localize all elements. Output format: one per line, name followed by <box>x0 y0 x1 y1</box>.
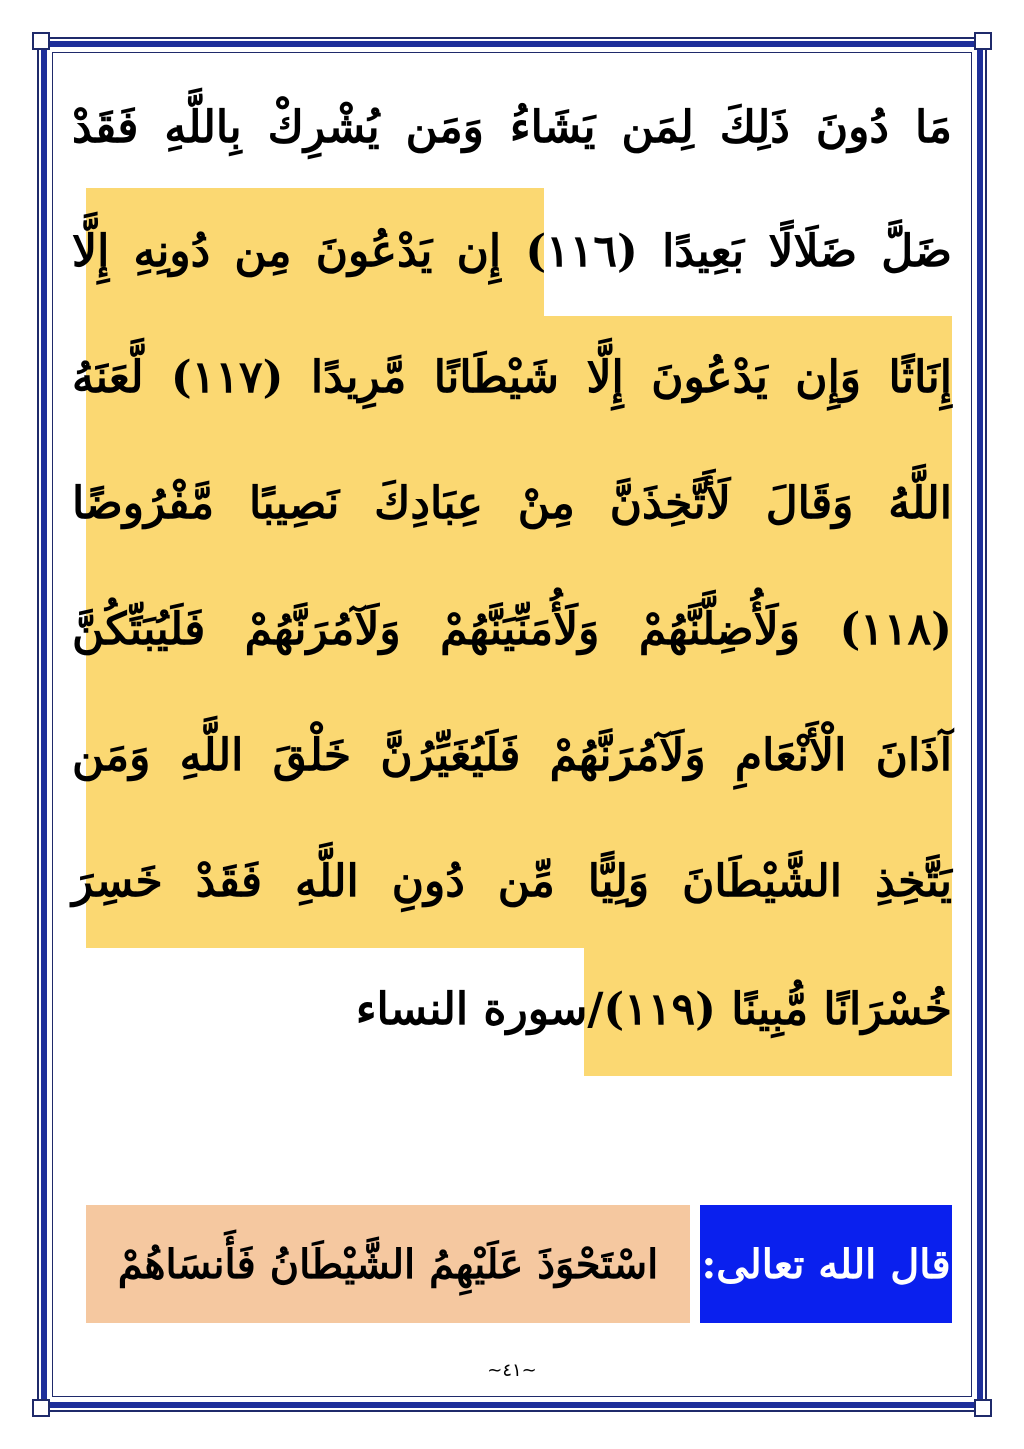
verse-line-7: يَتَّخِذِ الشَّيْطَانَ وَلِيًّا مِّن دُونِ اللَّهِ فَقَدْ خَسِرَ <box>72 856 952 907</box>
page-number: ~٤١~ <box>487 1360 537 1381</box>
border-corner-ornament <box>32 1399 50 1417</box>
verse-line-6: آذَانَ الْأَنْعَامِ وَلَآمُرَنَّهُمْ فَلَيُغَيِّرُنَّ خَلْقَ اللَّهِ وَمَن <box>72 730 952 781</box>
border-corner-ornament <box>974 1399 992 1417</box>
border-corner-ornament <box>32 32 50 50</box>
verse-line-2: ضَلَّ ضَلَالًا بَعِيدًا (١١٦) إِن يَدْعُونَ مِن دُونِهِ إِلَّا <box>72 226 952 277</box>
verse-line-3: إِنَاثًا وَإِن يَدْعُونَ إِلَّا شَيْطَانًا مَّرِيدًا (١١٧) لَّعَنَهُ <box>72 352 952 403</box>
verse-line-5: (١١٨) وَلَأُضِلَّنَّهُمْ وَلَأُمَنِّيَنَّهُمْ وَلَآمُرَنَّهُمْ فَلَيُبَتِّكُنَّ <box>72 604 952 655</box>
verse-line-1: مَا دُونَ ذَلِكَ لِمَن يَشَاءُ وَمَن يُشْرِكْ بِاللَّهِ فَقَدْ <box>72 102 952 153</box>
footer-tag: قال الله تعالى: <box>701 1240 951 1288</box>
border-corner-ornament <box>974 32 992 50</box>
verse-line-4: اللَّهُ وَقَالَ لَأَتَّخِذَنَّ مِنْ عِبَادِكَ نَصِيبًا مَّفْرُوضًا <box>72 478 952 529</box>
verse-line-8: خُسْرَانًا مُّبِينًا (١١٩)/سورة النساء <box>355 984 952 1035</box>
footer-verse: اسْتَحْوَذَ عَلَيْهِمُ الشَّيْطَانُ فَأَنسَاهُمْ <box>117 1240 659 1288</box>
